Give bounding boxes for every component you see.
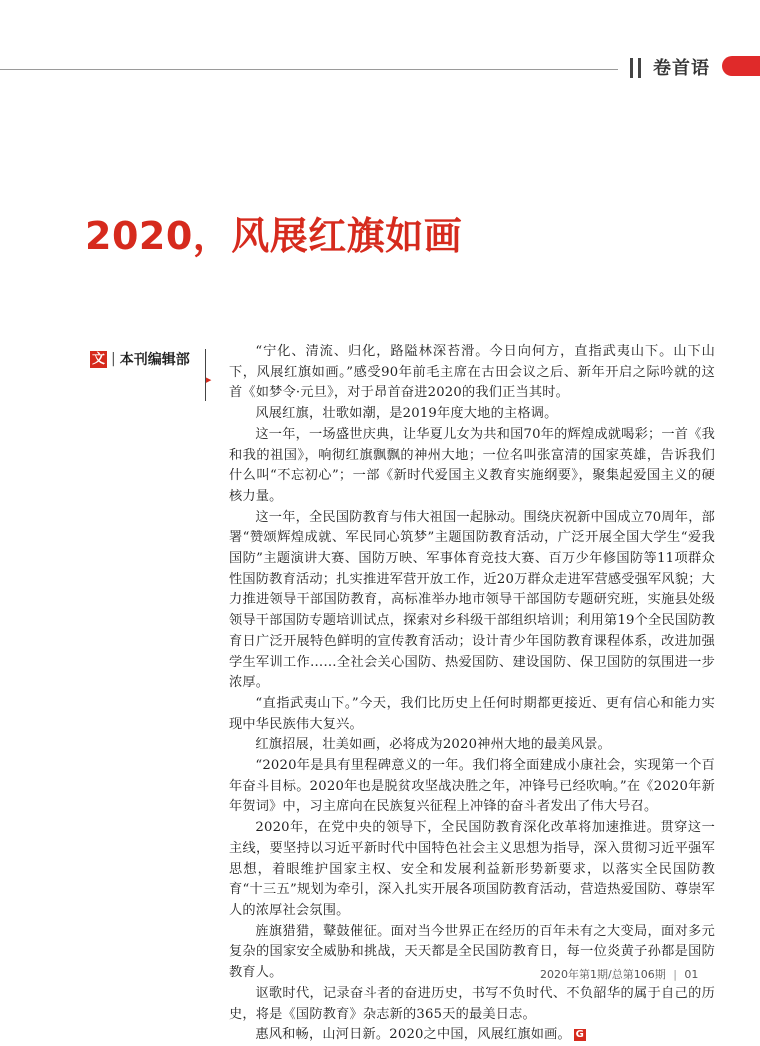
paragraph: 这一年，全民国防教育与伟大祖国一起脉动。围绕庆祝新中国成立70周年，部署“赞颂辉煌成就、军民同心筑梦”主题国防教育活动，广泛开展全国大学生“爱我国防”主题演讲大赛、国防万映、军事体育竞技大赛、百万少年修国防等11项群众性国防教育活动；扎实推进军营开放工作，近20万群众走进军营感受强军风貌；大力推进领导干部国防教育，高标准举办地市领导干部国防专题研究班，实施县处级领导干部国防专题培训试点，探索对乡科级干部组织培训；利用第19个全民国防教育日广泛开展特色鲜明的宣传教育活动；设计青少年国防教育课程体系，改进加强学生军训工作……全社会关心国防、热爱国防、建设国防、保卫国防的氛围进一步浓厚。 <box>229 509 715 691</box>
paragraph: 这一年，一场盛世庆典，让华夏儿女为共和国70年的辉煌成就喝彩；一首《我和我的祖国》，响彻红旗飘飘的神州大地；一位名叫张富清的国家英雄，告诉我们什么叫“不忘初心”；一部《新时代爱国主义教育实施纲要》，聚集起爱国主义的硬核力量。 <box>229 426 715 504</box>
footer-separator: | <box>673 968 677 981</box>
column-tab <box>722 56 760 76</box>
page-number: 01 <box>684 968 699 981</box>
author-separator: | <box>111 351 116 367</box>
article-body <box>229 342 715 1046</box>
marker-triangle-icon: ▶ <box>206 376 212 384</box>
paragraph: 红旗招展，壮美如画，必将成为2020神州大地的最美风景。 <box>255 737 612 753</box>
paragraph: “2020年是具有里程碑意义的一年。我们将全面建成小康社会，实现第一个百年奋斗目标。2020年也是脱贫攻坚战决胜之年，冲锋号已经吹响。”在《2020年新年贺词》中，习主席向在民族复兴征程上冲锋的奋斗者发出了伟大号召。 <box>229 758 715 815</box>
column-name: 卷首语 <box>653 58 710 79</box>
author-byline <box>90 349 190 369</box>
author-tag: 文 <box>92 351 106 367</box>
paragraph-last <box>229 1025 715 1046</box>
end-mark-icon: G <box>575 1028 585 1040</box>
paragraph-text: 惠风和畅，山河日新。2020之中国，风展红旗如画。 <box>255 1027 571 1043</box>
author-name: 本刊编辑部 <box>119 352 190 368</box>
issue-info: 2020年第1期/总第106期 <box>540 968 666 981</box>
header-rule <box>0 69 618 70</box>
page-footer <box>540 966 698 982</box>
paragraph: 2020年，在党中央的领导下，全民国防教育深化改革将加速推进。贯穿这一主线，要坚持以习近平新时代中国特色社会主义思想为指导，深入贯彻习近平强军思想，着眼维护国家主权、安全和发展利益新形势新要求，以落实全民国防教育“十三五”规划为牵引，深入扎实开展各项国防教育活动，营造热爱国防、尊崇军人的浓厚社会氛围。 <box>229 820 715 918</box>
header-bar <box>638 58 641 78</box>
paragraph: 旌旗猎猎，鼙鼓催征。面对当今世界正在经历的百年未有之大变局，面对多元复杂的国家安全威胁和挑战，天天都是全民国防教育日，每一位炎黄子孙都是国防教育人。 <box>229 923 715 981</box>
paragraph: 风展红旗，壮歌如潮，是2019年度大地的主格调。 <box>255 406 558 422</box>
divider-line <box>205 349 206 401</box>
paragraph: “宁化、清流、归化，路隘林深苔滑。今日向何方，直指武夷山下。山下山下，风展红旗如画。”感受90年前毛主席在古田会议之后、新年开启之际吟就的这首《如梦令·元旦》，对于昂首奋进2020的我们正当其时。 <box>229 344 715 401</box>
paragraph: “直指武夷山下。”今天，我们比历史上任何时期都更接近、更有信心和能力实现中华民族伟大复兴。 <box>229 695 715 732</box>
paragraph: 讴歌时代，记录奋斗者的奋进历史，书写不负时代、不负韶华的属于自己的历史，将是《国防教育》杂志新的365天的最美日志。 <box>229 985 715 1022</box>
header-bar <box>630 58 633 78</box>
article-title: 2020，风展红旗如画 <box>85 214 463 258</box>
